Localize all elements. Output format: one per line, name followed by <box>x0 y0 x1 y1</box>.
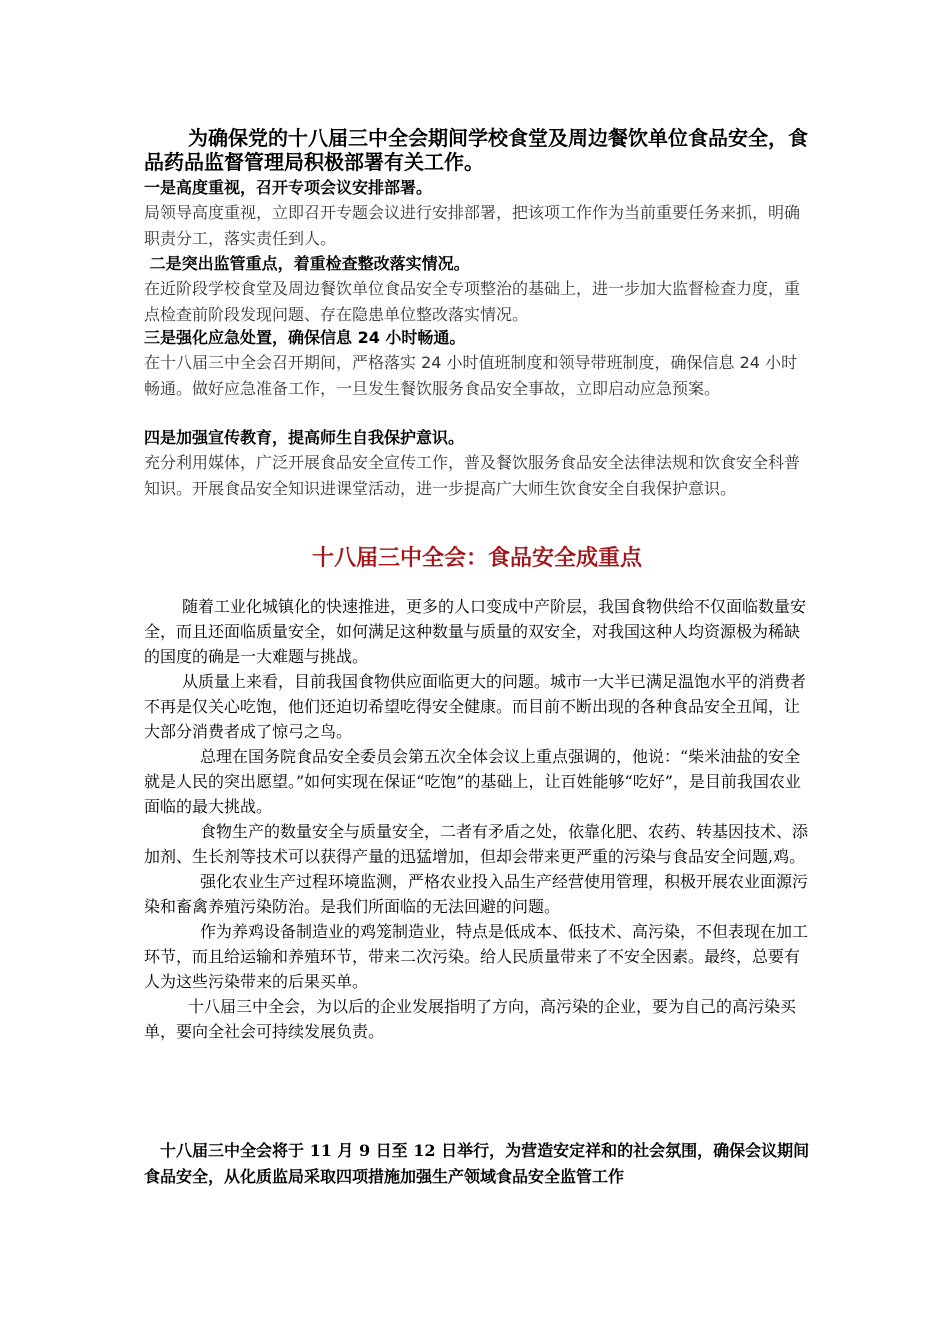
section-body: 在近阶段学校食堂及周边餐饮单位食品安全专项整治的基础上，进一步加大监督检查力度，重点检查前阶段发现问题、存在隐患单位整改落实情况。 <box>144 279 801 324</box>
article-paragraph: 强化农业生产过程环境监测，严格农业投入品生产经营使用管理，积极开展农业面源污染和畜禽养殖污染防治。是我们所面临的无法回避的问题。 <box>144 872 809 916</box>
section-body: 充分利用媒体，广泛开展食品安全宣传工作，普及餐饮服务食品安全法律法规和饮食安全科普知识。开展食品安全知识进课堂活动，进一步提高广大师生饮食安全自我保护意识。 <box>144 453 801 498</box>
section-heading: 四是加强宣传教育，提高师生自我保护意识。 <box>144 428 465 447</box>
section-2 <box>144 252 810 328</box>
section-1 <box>144 176 810 252</box>
article-paragraph: 总理在国务院食品安全委员会第五次全体会议上重点强调的，他说：“柴米油盐的安全就是人民的突出愿望。”如何实现在保证“吃饱”的基础上，让百姓能够“吃好”，是目前我国农业面临的最大挑战。 <box>144 747 801 816</box>
section-3 <box>144 326 810 402</box>
section-heading: 一是高度重视，召开专项会议安排部署。 <box>144 178 433 197</box>
article-paragraph: 从质量上来看，目前我国食物供应面临更大的问题。城市一大半已满足温饱水平的消费者不再是仅关心吃饱，他们还迫切希望吃得安全健康。而目前不断出现的各种食品安全丑闻，让大部分消费者成了惊弓之鸟。 <box>144 672 807 741</box>
article-body <box>144 594 810 1044</box>
section-heading: 二是突出监管重点，着重检查整改落实情况。 <box>144 254 470 273</box>
closing-paragraph: 十八届三中全会将于 11 月 9 日至 12 日举行，为营造安定祥和的社会氛围，确保会议期间食品安全，从化质监局采取四项措施加强生产领域食品安全监管工作 <box>144 1141 810 1186</box>
section-body: 局领导高度重视，立即召开专题会议进行安排部署，把该项工作作为当前重要任务来抓，明确职责分工，落实责任到人。 <box>144 203 801 248</box>
article-paragraph: 食物生产的数量安全与质量安全，二者有矛盾之处，依靠化肥、农药、转基因技术、添加剂、生长剂等技术可以获得产量的迅猛增加，但却会带来更严重的污染与食品安全问题,鸡。 <box>144 822 809 866</box>
article-heading: 十八届三中全会：食品安全成重点 <box>311 545 642 571</box>
article-paragraph: 十八届三中全会，为以后的企业发展指明了方向，高污染的企业，要为自己的高污染买单，要向全社会可持续发展负责。 <box>144 997 797 1041</box>
section-heading: 三是强化应急处置，确保信息 24 小时畅通。 <box>144 328 466 347</box>
section-body: 在十八届三中全会召开期间，严格落实 24 小时值班制度和领导带班制度，确保信息 24 小时畅通。做好应急准备工作，一旦发生餐饮服务食品安全事故，立即启动应急预案。 <box>144 353 798 398</box>
article-paragraph: 随着工业化城镇化的快速推进，更多的人口变成中产阶层，我国食物供给不仅面临数量安全，而且还面临质量安全，如何满足这种数量与质量的双安全，对我国这种人均资源极为稀缺的国度的确是一大难题与挑战。 <box>144 597 807 666</box>
document-title: 为确保党的十八届三中全会期间学校食堂及周边餐饮单位食品安全，食品药品监督管理局积极部署有关工作。 <box>144 126 808 174</box>
section-4 <box>144 426 810 502</box>
article-paragraph: 作为养鸡设备制造业的鸡笼制造业，特点是低成本、低技术、高污染，不但表现在加工环节，而且给运输和养殖环节，带来二次污染。给人民质量带来了不安全因素。最终，总要有人为这些污染带来的后果买单。 <box>144 922 809 991</box>
